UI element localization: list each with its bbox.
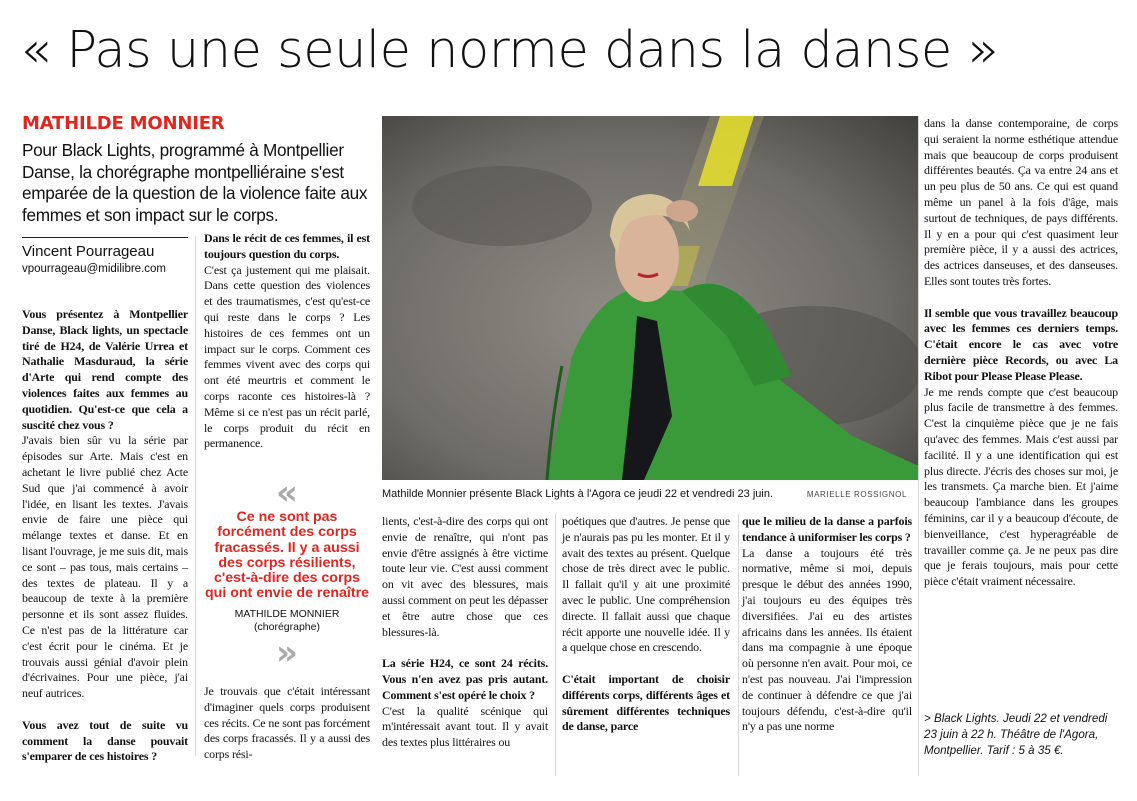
answer: dans la danse contemporaine, de corps qui seraient la norme esthétique attendue mais que beaucoup de corps produisent différentes beautés. Ça va entre 24 ans et un peu plus de 50 ans. Ce qui est quand même un panel à la fois d'âge, mais surtout de techniques, de pays différents. Il y en a pour qui c'est quasiment leur première pièce, il y a aussi des actrices, des actrices danseuses, et des danseuses. Elles sont toutes très fortes. [924, 116, 1118, 288]
photo-caption [382, 488, 919, 500]
answer: J'avais bien sûr vu la série par épisodes sur Arte. Mais c'est en achetant le livre publié chez Acte Sud que j'ai commencé à avoir l'idée, en lisant les textes. J'avais envie de faire une pièce qui mélange textes et danse. Et en lisant l'ouvrage, je me suis dit, mais ce sont – pas tous, mais certains – des textes de plateau. Il y a beaucoup de texte à la première personne et ils sont assez fluides. Ce n'est pas de la littérature car c'est écrit pour le cinéma. Et je trouvais aussi génial d'avoir plein d'écrivaines. Pour une pièce, j'ai neuf autrices. [22, 433, 188, 701]
pull-quote-text: Ce ne sont pas forcément des corps fracassés. Il y a aussi des corps résilients, c'est-à-dire des corps qui ont envie de renaître [205, 509, 369, 602]
photo-credit: MARIELLE ROSSIGNOL [806, 490, 907, 499]
article-column-2-top [204, 231, 370, 452]
author-name: Vincent Pourrageau [22, 243, 155, 260]
column-rule [555, 514, 556, 776]
answer: Je trouvais que c'était intéressant d'imaginer quels corps produisent ces récits. Ce ne sont pas forcément des corps fracassés. Il y a aussi des corps rési- [204, 684, 370, 762]
kicker: MATHILDE MONNIER [22, 113, 225, 134]
article-column-3 [382, 514, 548, 751]
standfirst: Pour Black Lights, programmé à Montpellier Danse, la chorégraphe montpelliéraine s'est emparée de la question de la violence faite aux femmes et son impact sur le corps. [22, 140, 368, 225]
article-column-5 [742, 514, 912, 735]
question: Vous présentez à Montpellier Danse, Black lights, un spectacle tiré de H24, de Valérie Urrea et Nathalie Masduraud, la série d'Arte qui rend compte des violences faites aux femmes au quotidien. Qu'est-ce que cela a suscité chez vous ? [22, 307, 188, 432]
quote-open-icon: « [276, 473, 298, 513]
article-column-1 [22, 307, 188, 765]
question: Il semble que vous travaillez beaucoup avec les femmes ces derniers temps. C'était encore le cas avec votre dernière pièce Records, ou avec La Ribot pour Please Please Please. [924, 305, 1118, 383]
headline: « Pas une seule norme dans la danse » [20, 21, 999, 80]
caption-text: Mathilde Monnier présente Black Lights à l'Agora ce jeudi 22 et vendredi 23 juin. [382, 488, 773, 500]
column-rule [195, 236, 196, 756]
byline [22, 237, 188, 277]
answer: C'est ça justement qui me plaisait. Dans cette question des violences et des traumatismes, c'est qu'est-ce qui reste dans le corps ? Les histoires de ces femmes ont un impact sur le corps. Comment ces femmes vivent avec des corps qui ont été meurtris et comment le corps raconte ces histoires-là ? Même si ce n'est pas un récit parlé, le corps produit du récit en permanence. [204, 262, 370, 451]
photo [382, 116, 919, 480]
question: La série H24, ce sont 24 récits. Vous n'en avez pas pris autant. Comment s'est opéré le choix ? [382, 656, 548, 702]
author-email[interactable]: vpourrageau@midilibre.com [22, 263, 166, 275]
pull-quote-role: (chorégraphe) [254, 620, 320, 633]
question: C'était important de choisir différents corps, différents âges et sûrement différentes techniques de danse, parce [562, 671, 730, 734]
question: que le milieu de la danse a parfois tendance à uniformiser les corps ? [742, 514, 912, 544]
pull-quote-author: MATHILDE MONNIER [234, 607, 340, 620]
event-info: > Black Lights. Jeudi 22 et vendredi 23 juin à 22 h. Théâtre de l'Agora, Montpellier. Tarif : 5 à 35 €. [924, 712, 1108, 757]
answer: La danse a toujours été très normative, même si moi, depuis presque le début des années 1990, j'ai toujours eu des équipes très diversifiées. J'ai eu des artistes africains dans les années. Ils étaient dans ma compagnie à une époque où personne n'en avait. Pour moi, ce n'est pas nouveau. J'ai l'impression de continuer à défendre ce que j'ai toujours défendu, c'est-à-dire qu'il n'y a pas une norme [742, 545, 912, 734]
answer: poétiques que d'autres. Je pense que je n'aurais pas pu les monter. Et il y avait des textes au présent. Quelque chose de très direct avec le public. Il fallait qu'il y ait une proximité avec le public. Une compréhension directe. Il fallait aussi que chaque récit apporte une nouvelle idée. Il y a quelque chose en crescendo. [562, 514, 730, 655]
article-column-6 [924, 116, 1118, 590]
column-rule [918, 116, 919, 776]
column-rule [738, 514, 739, 776]
photo-image [382, 116, 919, 480]
quote-close-icon: » [276, 632, 298, 673]
question: Dans le récit de ces femmes, il est toujours question du corps. [204, 231, 370, 261]
answer: Je me rends compte que c'est beaucoup plus facile de transmettre à des femmes. C'est la cinquième pièce que je ne fais qu'avec des femmes. Mais c'est aussi par facilité. Il y a une identification qui est plus directe. J'écris des choses sur moi, je les transmets. Ça marche bien. Et j'aime beaucoup l'ambiance dans les groupes féminins, car il y a beaucoup d'écoute, de bienveillance, c'est hyperagréable de travailler comme ça. Je ne peux pas dire que je ferais toujours, mais pour cette pièce c'était vraiment nécessaire. [924, 384, 1118, 589]
article-column-2-bottom [204, 684, 370, 763]
pull-quote [204, 473, 370, 673]
answer: C'est la qualité scénique qui m'intéressait avant tout. Il y avait des textes plus littéraires ou [382, 703, 548, 750]
article-column-4 [562, 514, 730, 735]
answer: lients, c'est-à-dire des corps qui ont envie de renaître, qui n'ont pas envie d'être assignés à être victime toute leur vie. C'est aussi comment on vit avec des blessures, mais aussi comment on peut les dépasser et être autre chose que ces blessures-là. [382, 514, 548, 639]
question: Vous avez tout de suite vu comment la danse pouvait s'emparer de ces histoires ? [22, 717, 188, 764]
